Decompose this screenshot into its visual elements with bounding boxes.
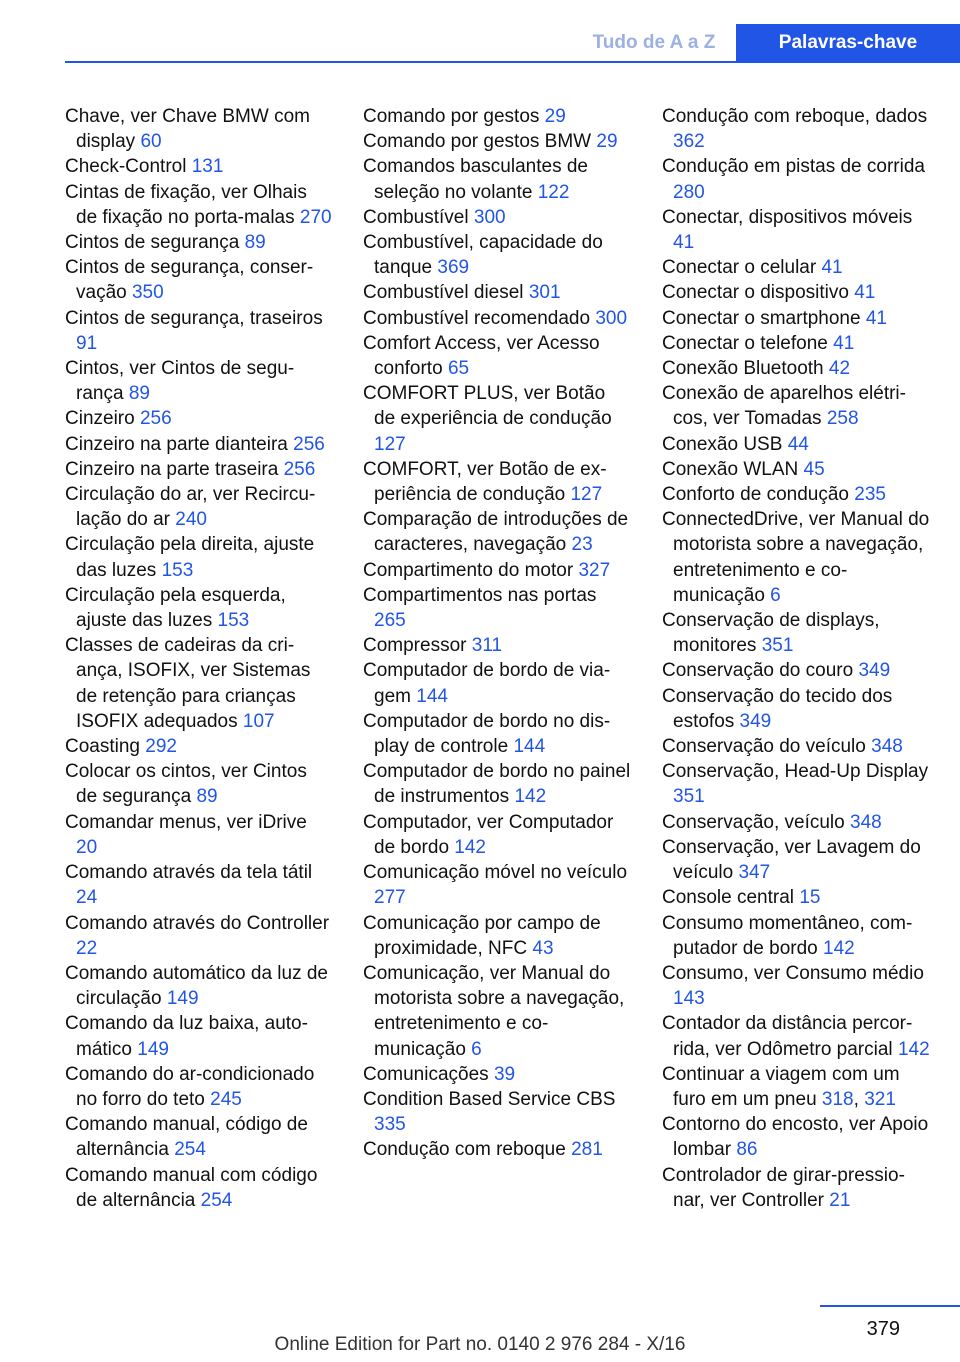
page-reference-link[interactable]: 122	[537, 181, 570, 203]
section-label: Tudo de A a Z	[592, 32, 716, 53]
chapter-tab: Palavras-chave	[736, 24, 960, 61]
page-reference-link[interactable]: 349	[858, 660, 891, 682]
index-entry-text: Cintas de fixação, ver Olhais de fixação no porta-malas	[65, 181, 307, 228]
index-entry-text: Comunicações	[363, 1063, 489, 1085]
index-entry	[662, 457, 930, 482]
page-reference-link[interactable]: 351	[761, 635, 794, 657]
index-entry-text: Cinzeiro na parte traseira	[65, 458, 279, 480]
index-entry	[65, 911, 333, 961]
index-entry-text: Comando através da tela tátil	[65, 862, 313, 884]
page-reference-link[interactable]: 277	[374, 887, 406, 909]
index-entry	[662, 1163, 930, 1213]
page-reference-link[interactable]: 327	[578, 559, 611, 581]
edition-text: Online Edition for Part no. 0140 2 976 284 - X/16	[274, 1334, 686, 1355]
page-reference-link[interactable]: 43	[532, 937, 554, 959]
page-reference-link[interactable]: 256	[139, 408, 172, 430]
index-entry	[662, 1112, 930, 1162]
index-entry-text: Conexão de aparelhos elétricos, ver Tomadas	[662, 383, 906, 430]
index-entry	[65, 180, 333, 230]
page-reference-link[interactable]: 41	[673, 232, 695, 254]
index-entry-text: Conservação do tecido dos estofos	[662, 685, 893, 732]
index-entry-text: Cinzeiro na parte dianteira	[65, 433, 288, 455]
page-reference-link[interactable]: 41	[865, 307, 887, 329]
index-entry-text: Comandos basculantes de seleção no volante	[363, 156, 588, 203]
page-number: 379	[866, 1318, 900, 1340]
index-entry	[662, 280, 930, 305]
index-entry-text: Comando automático da luz de circulação	[65, 962, 328, 1010]
page-reference-link[interactable]: 15	[799, 887, 821, 909]
index-entry	[363, 154, 631, 204]
index-entry-text: COMFORT, ver Botão de experiência de condução	[363, 458, 607, 506]
index-entry	[363, 658, 631, 708]
index-entry-text: Consumo momentâneo, computador de bordo	[662, 912, 913, 959]
index-entry-text: Computador, ver Computador de bordo	[363, 811, 614, 858]
index-entry-text: Consumo, ver Consumo médio	[662, 962, 924, 984]
page-reference-link[interactable]: 65	[447, 358, 470, 380]
index-entry-text: Contador da distância percorrida, ver Odômetro parcial	[662, 1013, 913, 1060]
page-reference-link[interactable]: 21	[829, 1189, 851, 1211]
index-entry-text: Colocar os cintos, ver Cintos de segurança	[65, 761, 307, 808]
index-entry	[363, 280, 631, 305]
index-entry-text: Controlador de girar-pressionar, ver Controller	[662, 1164, 905, 1211]
index-entry-text: Cinzeiro	[65, 408, 135, 430]
index-entry-text: Comunicação por campo de proximidade, NFC	[363, 912, 601, 959]
index-entry	[65, 1011, 333, 1061]
index-entry-text: Console central	[662, 887, 795, 909]
index-entry	[363, 759, 631, 809]
index-entry	[363, 583, 631, 633]
index-entry-text: Compartimento do motor	[363, 559, 574, 581]
index-entry-text: Conexão WLAN	[662, 458, 799, 480]
index-entry	[662, 331, 930, 356]
index-entry-text: Compressor	[363, 635, 467, 657]
index-entry	[363, 1137, 631, 1162]
page-reference-link[interactable]: 153	[217, 610, 250, 632]
index-entry-text: Comando manual com código de alternância	[65, 1164, 318, 1211]
index-entry	[65, 356, 333, 406]
page-reference-link[interactable]: 22	[76, 937, 98, 959]
index-entry	[65, 230, 333, 255]
page-reference-link[interactable]: 270	[299, 206, 332, 228]
index-entry	[65, 482, 333, 532]
page-reference-link[interactable]: 20	[76, 836, 98, 858]
page-reference-link[interactable]: 281	[571, 1139, 603, 1161]
index-entry-text: Comando da luz baixa, automático	[65, 1013, 308, 1060]
page-reference-link[interactable]: 149	[166, 988, 199, 1010]
index-entry-text: Computador de bordo no painel de instrumentos	[363, 761, 631, 808]
page-reference-link[interactable]: 86	[736, 1139, 758, 1161]
index-entry-text: Conectar o dispositivo	[662, 282, 849, 304]
page-reference-link[interactable]: 254	[174, 1139, 206, 1161]
page-reference-link[interactable]: 335	[374, 1114, 406, 1136]
page-reference-link[interactable]: 235	[854, 484, 886, 506]
index-entry	[662, 507, 930, 608]
index-entry-text: Chave, ver Chave BMW com display	[65, 106, 310, 153]
page-reference-link[interactable]: 60	[140, 131, 162, 153]
page-reference-link[interactable]: 265	[374, 610, 406, 632]
index-entry	[662, 255, 930, 280]
index-entry	[662, 205, 930, 255]
index-entry	[363, 1062, 631, 1087]
index-entry	[662, 684, 930, 734]
page-reference-link[interactable]: 29	[544, 106, 566, 127]
page-reference-link[interactable]: 362	[673, 131, 705, 153]
index-entry-text: Condução em pistas de corrida	[662, 156, 925, 178]
index-entry-text: Conservação, ver Lavagem do veículo	[662, 836, 921, 884]
index-entry	[662, 810, 930, 835]
index-entry	[65, 532, 333, 582]
page-reference-link[interactable]: 6	[471, 1038, 482, 1060]
page-header	[0, 0, 960, 62]
index-column-1	[65, 104, 333, 1213]
index-entry	[65, 759, 333, 809]
index-entry-text: Conectar, dispositivos móveis	[662, 206, 913, 228]
index-entry	[363, 558, 631, 583]
index-entry-text: Conservação do couro	[662, 660, 854, 682]
page-reference-link[interactable]: 245	[210, 1088, 242, 1110]
index-entry	[662, 658, 930, 683]
index-entry	[363, 381, 631, 457]
page-reference-link[interactable]: 24	[76, 887, 98, 909]
index-entry: Continuar a viagem com um furo em um pneu 318, 321	[662, 1063, 900, 1110]
page-reference-link[interactable]: 142	[454, 836, 486, 858]
index-entry-text: Comando através do Controller	[65, 912, 330, 934]
index-entry-text: Condition Based Service CBS	[363, 1088, 616, 1110]
index-entry-text: Comando do ar-condicionado no forro do teto	[65, 1063, 315, 1110]
page-reference-link[interactable]: 131	[191, 156, 224, 178]
page-reference-link[interactable]: 44	[787, 433, 809, 455]
page-reference-link[interactable]: 89	[244, 232, 266, 254]
index-entry	[65, 154, 333, 179]
index-entry-text: Compartimentos nas portas	[363, 584, 597, 606]
index-entry	[65, 104, 333, 154]
index-entry	[662, 482, 930, 507]
page-reference-link[interactable]: 149	[137, 1038, 169, 1060]
page-reference-link[interactable]: 41	[821, 257, 843, 279]
index-entry	[662, 306, 930, 331]
page-reference-link[interactable]: 23	[571, 534, 593, 556]
page-reference-link[interactable]: 321	[864, 1088, 896, 1110]
index-entry-text: Comando por gestos BMW	[363, 131, 592, 153]
index-entry-text: Conectar o smartphone	[662, 307, 861, 329]
index-entry-text: Comunicação, ver Manual do motorista sobre a navegação, entretenimento e comunicação	[363, 962, 625, 1060]
page-reference-link[interactable]: 369	[437, 257, 470, 279]
index-entry-text: Combustível	[363, 206, 469, 228]
index-entry-text: Combustível recomendado	[363, 307, 591, 329]
index-entry-text: Circulação pela esquerda, ajuste das luzes	[65, 584, 286, 632]
index-entry-text: Check-Control	[65, 156, 187, 178]
index-entry	[363, 633, 631, 658]
page-reference-link[interactable]: 318	[821, 1088, 854, 1110]
index-entry-text: Contorno do encosto, ver Apoio lombar	[662, 1114, 929, 1161]
index-entry	[363, 507, 631, 557]
index-entry	[363, 129, 631, 154]
index-entry	[363, 205, 631, 230]
index-entry	[65, 457, 333, 482]
page-reference-link[interactable]: 29	[596, 131, 618, 153]
page-reference-link[interactable]: 144	[513, 736, 546, 758]
page-reference-link[interactable]: 258	[826, 408, 859, 430]
index-entry	[363, 104, 631, 129]
index-entry-text: Conectar o celular	[662, 257, 817, 279]
index-entry-text: Conexão USB	[662, 433, 783, 455]
page-reference-link[interactable]: 300	[473, 206, 506, 228]
edition-footer	[0, 1334, 960, 1356]
index-entry	[363, 810, 631, 860]
index-entry-text: Conservação de displays, monitores	[662, 610, 880, 657]
header-divider	[65, 61, 960, 63]
index-column-2	[363, 104, 631, 1163]
page-reference-link[interactable]: 347	[738, 862, 771, 884]
index-entry-text: Circulação do ar, ver Recirculação do ar	[65, 484, 316, 531]
page-reference-link[interactable]: 89	[128, 383, 150, 405]
page-reference-link[interactable]: 142	[897, 1038, 930, 1060]
index-entry	[363, 230, 631, 280]
index-entry	[363, 911, 631, 961]
index-entry-text: Comando por gestos	[363, 106, 540, 127]
index-entry	[65, 432, 333, 457]
page-reference-link[interactable]: 348	[871, 736, 903, 758]
index-entry-text: Comparação de introduções de caracteres, navegação	[363, 509, 629, 556]
index-entry-text: Computador de bordo no display de controle	[363, 710, 611, 758]
index-entry-text: Comandar menus, ver iDrive	[65, 811, 307, 833]
index-entry	[662, 1011, 930, 1061]
index-entry	[662, 759, 930, 809]
index-entry	[65, 810, 333, 860]
page-reference-link[interactable]: 143	[673, 988, 705, 1010]
page-reference-link[interactable]: 311	[471, 635, 503, 657]
page-reference-link[interactable]: 6	[770, 584, 781, 606]
index-column-3	[662, 104, 930, 1213]
page-reference-link[interactable]: 256	[293, 433, 325, 455]
page-reference-link[interactable]: 349	[739, 710, 772, 732]
index-entry-text: Cintos de segurança, conservação	[65, 257, 314, 304]
index-entry-text: Conservação do veículo	[662, 736, 866, 758]
index-entry	[65, 1112, 333, 1162]
page-reference-link[interactable]: 153	[161, 559, 194, 581]
index-entry	[65, 406, 333, 431]
index-entry-text: Combustível, capacidade do tanque	[363, 232, 603, 279]
index-entry	[65, 1163, 333, 1213]
index-entry-text: Condução com reboque, dados	[662, 106, 928, 127]
index-entry	[65, 633, 333, 734]
index-entry-text: Cintos, ver Cintos de segurança	[65, 358, 295, 405]
page-reference-link[interactable]: 41	[833, 332, 855, 354]
index-entry	[662, 154, 930, 204]
index-entry	[65, 1062, 333, 1112]
page-reference-link[interactable]: 256	[283, 458, 316, 480]
index-entry-text: Conforto de condução	[662, 484, 849, 506]
page-reference-link[interactable]: 144	[416, 685, 448, 707]
index-entry	[662, 432, 930, 457]
index-entry-text: Continuar a viagem com um furo em um pneu	[662, 1063, 900, 1110]
index-entry-text: Conservação, veículo	[662, 811, 845, 833]
index-entry	[363, 1087, 631, 1137]
index-entry	[662, 381, 930, 431]
index-entry	[65, 734, 333, 759]
index-entry	[662, 961, 930, 1011]
index-entry	[65, 255, 333, 305]
page-reference-link[interactable]: 142	[514, 786, 547, 808]
index-entry-text: Circulação pela direita, ajuste das luzes	[65, 534, 315, 581]
page-reference-link[interactable]: 300	[595, 307, 628, 329]
index-entry	[363, 457, 631, 507]
page-reference-link[interactable]: 292	[145, 736, 177, 758]
index-entry	[65, 306, 333, 356]
page-reference-link[interactable]: 91	[76, 332, 98, 354]
page-reference-link[interactable]: 280	[673, 181, 705, 203]
index-entry-text: Combustível diesel	[363, 282, 524, 304]
page-reference-link[interactable]: 45	[803, 458, 825, 480]
page-reference-link[interactable]: 142	[823, 937, 855, 959]
page-reference-link[interactable]: 127	[374, 433, 406, 455]
page-reference-link[interactable]: 301	[528, 282, 561, 304]
index-entry-text: Coasting	[65, 736, 140, 758]
index-entry	[363, 306, 631, 331]
page-reference-link[interactable]: 127	[570, 484, 603, 506]
index-entry-text: Comfort Access, ver Acesso conforto	[363, 332, 600, 380]
page-reference-link[interactable]: 89	[196, 786, 218, 808]
index-entry	[65, 583, 333, 633]
index-entry	[65, 860, 333, 910]
index-entry-text: Conservação, Head-Up Display	[662, 761, 929, 783]
index-entry	[363, 331, 631, 381]
index-entry-text: Cintos de segurança	[65, 232, 240, 254]
page-reference-link[interactable]: 348	[850, 811, 882, 833]
page-reference-link[interactable]: 107	[242, 710, 275, 732]
page-reference-link[interactable]: 351	[673, 786, 705, 808]
index-entry	[662, 835, 930, 885]
page-reference-link[interactable]: 42	[828, 358, 851, 380]
index-entry	[363, 961, 631, 1062]
index-entry-text: COMFORT PLUS, ver Botão de experiência de condução	[363, 383, 612, 430]
index-entry-text: ConnectedDrive, ver Manual do motorista sobre a navegação, entretenimento e comunicação	[662, 509, 930, 606]
index-entry-text: Computador de bordo de viagem	[363, 660, 611, 707]
index-entry-text: Condução com reboque	[363, 1139, 566, 1161]
index-entry-text: Classes de cadeiras da criança, ISOFIX, ver Sistemas de retenção para crianças ISOFIX adequados	[65, 635, 311, 732]
index-entry	[662, 734, 930, 759]
index-entry	[662, 911, 930, 961]
index-entry	[65, 961, 333, 1011]
index-entry	[363, 709, 631, 759]
index-entry-text: Cintos de segurança, traseiros	[65, 307, 323, 329]
footer-divider	[820, 1305, 960, 1307]
index-entry	[662, 104, 930, 154]
page-reference-link[interactable]: 39	[493, 1063, 516, 1085]
page-reference-link[interactable]: 41	[854, 282, 876, 304]
index-entry-text: Conexão Bluetooth	[662, 358, 824, 380]
index-entry-text: Conectar o telefone	[662, 332, 828, 354]
index-entry	[662, 356, 930, 381]
index-entry	[363, 860, 631, 910]
index-entry-text: Comando manual, código de alternância	[65, 1114, 308, 1161]
index-entry	[662, 885, 930, 910]
page-reference-link[interactable]: 254	[200, 1189, 233, 1211]
index-entry	[662, 608, 930, 658]
index-entry-text: Comunicação móvel no veículo	[363, 862, 628, 884]
page-reference-link[interactable]: 350	[131, 282, 164, 304]
page-reference-link[interactable]: 240	[175, 509, 207, 531]
